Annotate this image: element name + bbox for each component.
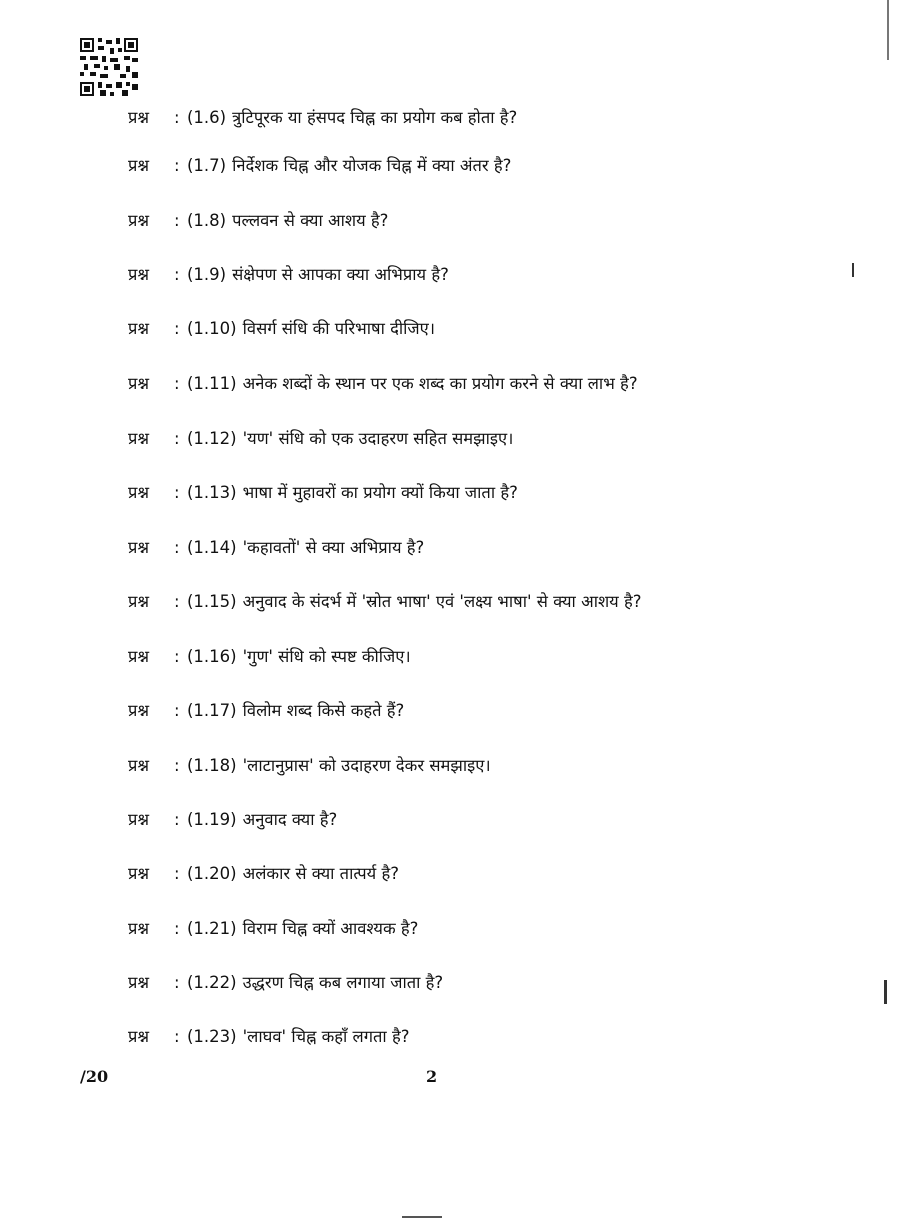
question-label: प्रश्न [128, 864, 150, 883]
question-item: प्रश्न : (1.8) पल्लवन से क्या आशय है? [128, 211, 389, 230]
question-text: 'यण' संधि को एक उदाहरण सहित समझाइए। [242, 429, 514, 448]
scan-artifact [402, 1216, 442, 1218]
question-text: अनुवाद के संदर्भ में 'स्रोत भाषा' एवं 'लक्ष्य भाषा' से क्या आशय है? [242, 592, 642, 611]
question-number: (1.7) [187, 156, 227, 175]
question-text: अलंकार से क्या तात्पर्य है? [242, 864, 400, 883]
question-text: विराम चिह्न क्यों आवश्यक है? [242, 919, 419, 938]
question-label: प्रश्न [128, 108, 150, 127]
question-text: 'लाघव' चिह्न कहाँ लगता है? [242, 1027, 410, 1046]
question-number: (1.22) [187, 973, 237, 992]
question-number: (1.16) [187, 647, 237, 666]
question-number: (1.21) [187, 919, 237, 938]
question-label: प्रश्न [128, 647, 150, 666]
question-item: प्रश्न : (1.19) अनुवाद क्या है? [128, 810, 338, 829]
scan-artifact [887, 0, 889, 60]
question-label: प्रश्न [128, 592, 150, 611]
question-text: विसर्ग संधि की परिभाषा दीजिए। [242, 319, 436, 338]
question-text: उद्धरण चिह्न कब लगाया जाता है? [242, 973, 444, 992]
question-item: प्रश्न : (1.13) भाषा में मुहावरों का प्रयोग क्यों किया जाता है? [128, 483, 518, 502]
question-number: (1.11) [187, 374, 237, 393]
question-item: प्रश्न : (1.18) 'लाटानुप्रास' को उदाहरण देकर समझाइए। [128, 756, 491, 775]
question-number: (1.10) [187, 319, 237, 338]
question-label: प्रश्न [128, 211, 150, 230]
question-label: प्रश्न [128, 319, 150, 338]
question-number: (1.14) [187, 538, 237, 557]
question-number: (1.9) [187, 265, 227, 284]
question-number: (1.8) [187, 211, 227, 230]
question-text: त्रुटिपूरक या हंसपद चिह्न का प्रयोग कब होता है? [232, 108, 518, 127]
question-text: 'लाटानुप्रास' को उदाहरण देकर समझाइए। [242, 756, 491, 775]
question-label: प्रश्न [128, 810, 150, 829]
question-label: प्रश्न [128, 1027, 150, 1046]
question-text: 'गुण' संधि को स्पष्ट कीजिए। [242, 647, 411, 666]
question-number: (1.23) [187, 1027, 237, 1046]
question-item: प्रश्न : (1.12) 'यण' संधि को एक उदाहरण सहित समझाइए। [128, 429, 514, 448]
question-label: प्रश्न [128, 919, 150, 938]
question-label: प्रश्न [128, 701, 150, 720]
question-item: प्रश्न : (1.6) त्रुटिपूरक या हंसपद चिह्न का प्रयोग कब होता है? [128, 108, 518, 127]
question-label: प्रश्न [128, 756, 150, 775]
question-item: प्रश्न : (1.16) 'गुण' संधि को स्पष्ट कीजिए। [128, 647, 411, 666]
question-number: (1.12) [187, 429, 237, 448]
page-number: 2 [426, 1067, 438, 1086]
question-item: प्रश्न : (1.20) अलंकार से क्या तात्पर्य है? [128, 864, 400, 883]
question-number: (1.19) [187, 810, 237, 829]
question-number: (1.18) [187, 756, 237, 775]
question-item: प्रश्न : (1.22) उद्धरण चिह्न कब लगाया जाता है? [128, 973, 444, 992]
question-label: प्रश्न [128, 483, 150, 502]
question-text: संक्षेपण से आपका क्या अभिप्राय है? [232, 265, 449, 284]
question-label: प्रश्न [128, 538, 150, 557]
question-item: प्रश्न : (1.15) अनुवाद के संदर्भ में 'स्रोत भाषा' एवं 'लक्ष्य भाषा' से क्या आशय है? [128, 592, 642, 611]
question-number: (1.13) [187, 483, 237, 502]
question-text: भाषा में मुहावरों का प्रयोग क्यों किया जाता है? [242, 483, 518, 502]
question-text: 'कहावतों' से क्या अभिप्राय है? [242, 538, 425, 557]
paper-code: /20 [80, 1067, 109, 1086]
question-number: (1.20) [187, 864, 237, 883]
question-number: (1.15) [187, 592, 237, 611]
question-item: प्रश्न : (1.21) विराम चिह्न क्यों आवश्यक है? [128, 919, 419, 938]
question-text: निर्देशक चिह्न और योजक चिह्न में क्या अंतर है? [232, 156, 512, 175]
question-label: प्रश्न [128, 374, 150, 393]
question-text: विलोम शब्द किसे कहते हैं? [242, 701, 405, 720]
question-item: प्रश्न : (1.23) 'लाघव' चिह्न कहाँ लगता है? [128, 1027, 410, 1046]
question-text: अनुवाद क्या है? [242, 810, 338, 829]
question-item: प्रश्न : (1.9) संक्षेपण से आपका क्या अभिप्राय है? [128, 265, 449, 284]
question-text: पल्लवन से क्या आशय है? [232, 211, 389, 230]
scan-artifact [852, 263, 854, 277]
qr-code-icon [80, 38, 138, 96]
question-label: प्रश्न [128, 265, 150, 284]
question-item: प्रश्न : (1.7) निर्देशक चिह्न और योजक चिह्न में क्या अंतर है? [128, 156, 512, 175]
question-number: (1.6) [187, 108, 227, 127]
question-item: प्रश्न : (1.11) अनेक शब्दों के स्थान पर एक शब्द का प्रयोग करने से क्या लाभ है? [128, 374, 638, 393]
question-label: प्रश्न [128, 429, 150, 448]
question-number: (1.17) [187, 701, 237, 720]
question-item: प्रश्न : (1.10) विसर्ग संधि की परिभाषा दीजिए। [128, 319, 436, 338]
question-item: प्रश्न : (1.14) 'कहावतों' से क्या अभिप्राय है? [128, 538, 425, 557]
scan-artifact [884, 980, 887, 1004]
question-item: प्रश्न : (1.17) विलोम शब्द किसे कहते हैं? [128, 701, 405, 720]
question-label: प्रश्न [128, 156, 150, 175]
question-text: अनेक शब्दों के स्थान पर एक शब्द का प्रयोग करने से क्या लाभ है? [242, 374, 638, 393]
question-label: प्रश्न [128, 973, 150, 992]
